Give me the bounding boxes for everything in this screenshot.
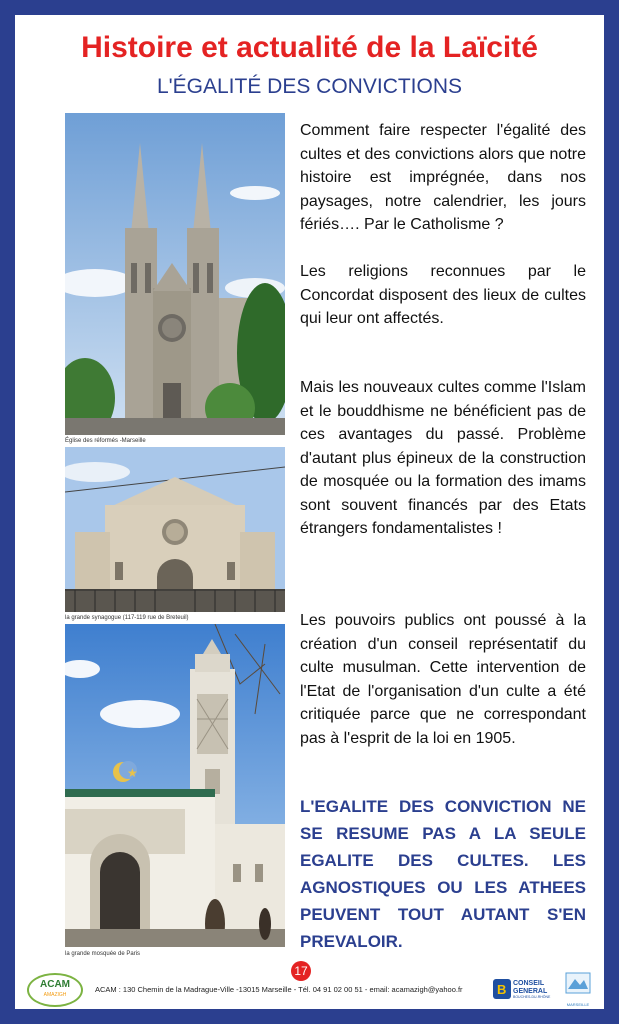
synagogue-photo [65,447,285,612]
mosque-photo [65,624,285,947]
paragraph-4: Les pouvoirs publics ont poussé à la création d'un conseil représentatif du culte musulman. Cette intervention de l'Etat de l'organisation d'un culte a été critiquée parce que ne correspondant pas à l'esprit de la loi en 1905. [300,612,586,747]
paragraph-1: Comment faire respecter l'égalité des cultes et des convictions alors que notre histoire est imprégnée, dans nos paysages, notre calendrier, les jours fériés…. Par le Catholisme ? [300,122,586,233]
paragraph-2: Les religions reconnues par le Concordat disposent des lieux de cultes qui leur ont affectés. [300,263,586,327]
church-caption: Église des réformés -Marseille [65,438,146,444]
acam-logo-text: ACAM [40,979,70,990]
svg-text:B: B [497,982,507,997]
conseil-general-logo [493,977,555,1001]
paragraph-3: Mais les nouveaux cultes comme l'Islam et le bouddhisme ne bénéficient pas de ces avantages du passé. Problème d'autant plus épineux de la construction de mosquée ou la formation des imams sont souvent financés par des Etats étrangers fondamentalistes ! [300,379,586,537]
marseille-emblem-icon [563,969,593,997]
synagogue-caption: la grande synagogue (117-119 rue de Breteuil) [65,615,189,621]
footer-address: ACAM : 130 Chemin de la Madrague-Ville -13015 Marseille - Tél. 04 91 02 00 51 - email: acamazigh@yahoo.fr [95,985,463,994]
marseille-logo [563,969,593,1005]
conclusion: L'EGALITE DES CONVICTION NE SE RESUME PAS A LA SEULE EGALITE DES CULTES. LES AGNOSTIQUES OU LES ATHEES PEUVENT TOUT AUTANT S'EN PREVALOIR. [300,797,586,951]
church-photo [65,113,285,435]
marseille-logo-text: MARSEILLE [566,1002,590,1007]
poster [15,15,604,1009]
acam-logo [27,973,83,1007]
page-subtitle: L'ÉGALITÉ DES CONVICTIONS [156,75,463,98]
mosque-caption: la grande mosquée de Paris [65,951,141,957]
cg-logo-subtext: BOUCHES-DU-RHÔNE [513,995,551,999]
page-title: Histoire et actualité de la Laïcité [81,31,538,64]
page-number: 17 [291,961,311,981]
acam-logo-subtext: AMAZIGH [43,992,67,998]
svg-text:★: ★ [127,766,138,780]
cg-logo-text: CONSEIL GENERAL [513,980,548,995]
